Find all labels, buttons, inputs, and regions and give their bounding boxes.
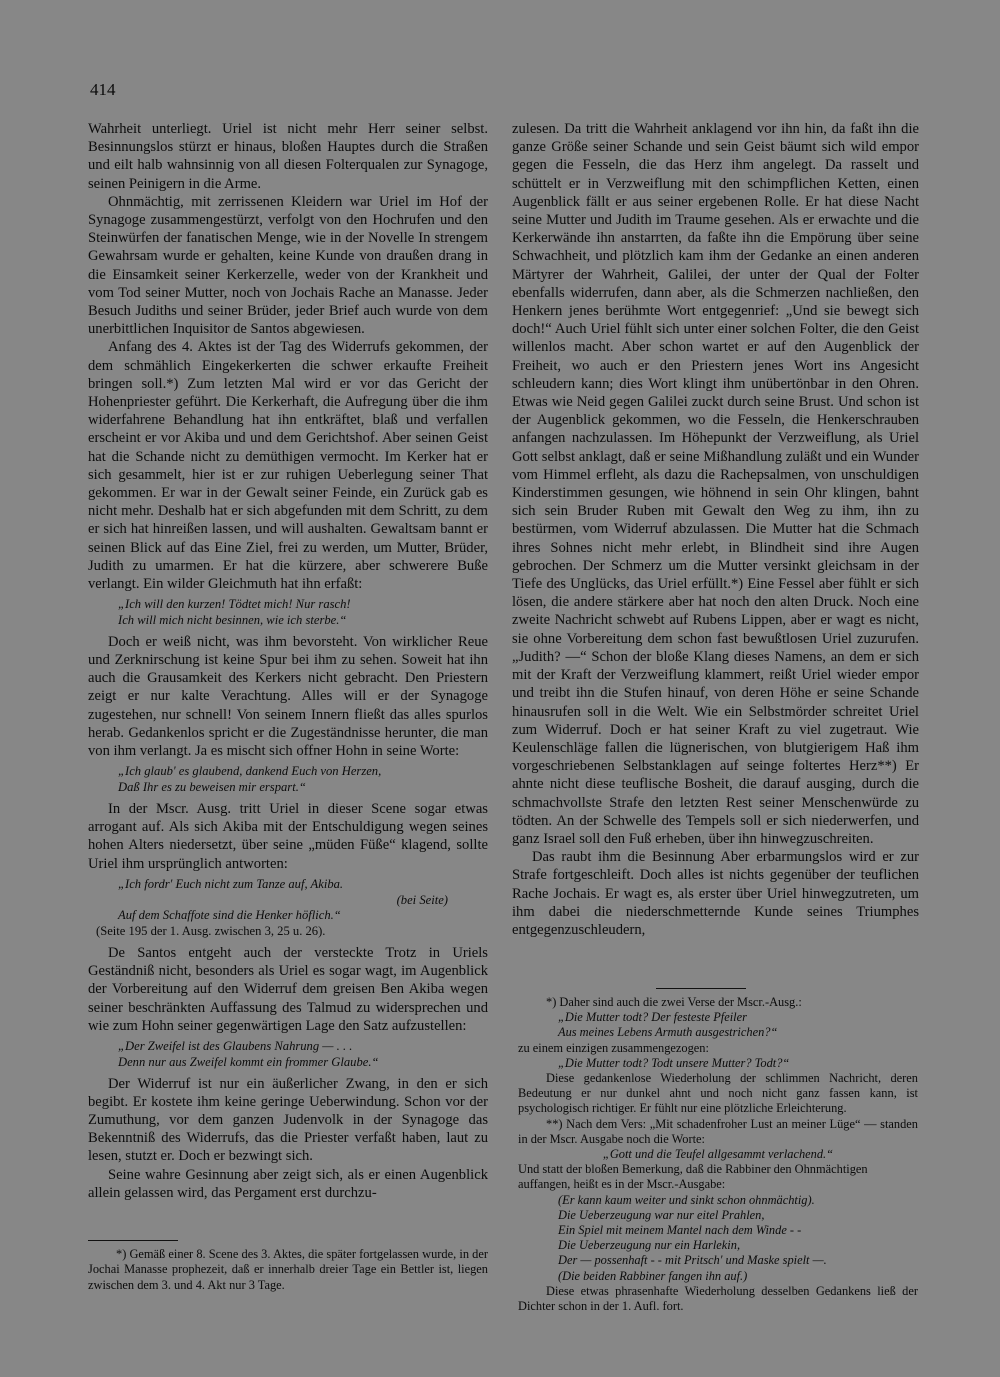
verse-line: „Der Zweifel ist des Glaubens Nahrung — . . . — [118, 1038, 353, 1053]
page-number: 414 — [90, 80, 116, 99]
verse-line: „Ich will den kurzen! Tödtet mich! Nur rasch! — [118, 597, 351, 612]
verse-line: „Ich fordr' Euch nicht zum Tanze auf, Akiba. — [118, 876, 344, 891]
verse-line: Ich will mich nicht besinnen, wie ich sterbe.“ — [118, 613, 347, 628]
footnote-quote: „Gott und die Teufel allgesammt verlachend.“ — [602, 1147, 834, 1162]
footnote-quote: Ein Spiel mit meinem Mantel nach dem Winde - - — [558, 1223, 802, 1238]
footnote-text: *) Daher sind auch die zwei Verse der Mscr.-Ausg.: — [546, 995, 802, 1009]
paragraph: zulesen. Da tritt die Wahrheit anklagend vor ihn hin, da faßt ihn die ganze Größe seiner Schande und sein Geist bäumt sich wild empor gegen die Fesseln, die das Herz ihm angelegt. Da rasselt und schüttelt er in Verzweiflung mit den schimpflichen Ketten, einen Augenblick fällt er aus seiner ergebenen Rolle. Er hat diese Nacht seine Mutter und Judith im Traume gesehen. Als er erwachte und die Kerkerwände ihn anstarrten, da faßte ihn die Empörung über seine Schwachheit, und plötzlich kam ihm der Gedanke an einen anderen Märtyrer der Wahrheit, Galilei, der unter der Qual der Folter ebenfalls widerrufen, dann aber, als die Schmerzen nachließen, den Henkern jenes berühmte Wort entgegenrief: „Und sie bewegt sich doch!“ Auch Uriel fühlt sich unter einer solchen Folter, die den Geist willenlos macht. Aber schon wartet er auf den Augenblick der Freiheit, wo auch er den Priestern jenes Wort ins Angesicht schleudern kann; dies Wort klingt ihm unübertönbar in den Ohren. Etwas wie Neid gegen Galilei zuckt durch seine Brust. Und schon ist der Augenblick gekommen, wo die Fesseln, die Henkerschrauben anfangen nachzulassen. Im Höhepunkt der Verzweiflung, als Uriel Gott selbst anklagt, daß er seine Mißhandlung zuläßt und ein Wunder vom Himmel erfleht, als dazu die Rachepsalmen, von unschuldigen Kinderstimmen gesungen, wie höhnend in sein Ohr klingen, bahnt sich sein Bruder Ruben mit Gewalt den Weg zu ihm, ihn zu bestürmen, vom Widerruf abzulassen. Die Mutter hat die Schmach ihres Sohnes nicht mehr erlebt, in Blindheit sind ihre Augen gebrochen. Der Schmerz um die Mutter versinkt gleichsam in der Tiefe des Unglücks, das Uriel erfüllt.*) Eine Fessel aber fühlt er sich lösen, die andere stärkere aber hat noch den alten Druck. Noch eine zweite Nachricht schwebt auf Rubens Lippen, aber er wagt es nicht, sie ohne Vorbereitung dem schon fast bewußtlosen Uriel zuzurufen. „Judith? —“ Schon der bloße Klang dieses Namens, an dem er sich mit der Kraft der Verzweiflung klammert, reißt Uriel wieder empor und treibt ihn die Stufen hinauf, von deren Höhe er seine Schande hinausrufen soll in die Welt. Wie ein Selbstmörder schreitet Uriel zum Widerruf. Doch er hat seiner Kraft zu viel zugetraut. Wie Keulenschläge fallen die lügnerischen, von blutgierigem Haß ihm vorgeschriebenen Selbstanklagen auf seinge foltertes Herz**) Er ahnte nicht diese teuflische Bosheit, die darauf ausging, durch die schmachvollste Strafe den letzten Rest seiner Menschenwürde zu tödten. An der Schwelle des Tempels soll er sich niederwerfen, und ganz Israel soll den Fuß erheben, über ihn hinwegzuschreiten. — [512, 121, 919, 847]
footnote-text: **) Nach dem Vers: „Mit schadenfroher Lust an meiner Lüge“ — standen in der Mscr. Ausgabe noch die Worte: — [518, 1116, 918, 1146]
right-footnotes — [518, 988, 918, 1314]
footnote-quote: (Er kann kaum weiter und sinkt schon ohnmächtig). — [558, 1192, 815, 1207]
verse-quote — [96, 876, 488, 940]
footnote-quote: Die Ueberzeugung war nur eitel Prahlen, — [558, 1207, 765, 1222]
paragraph: Ohnmächtig, mit zerrissenen Kleidern war Uriel im Hof der Synagoge zusammengestürzt, verfolgt von den Hochrufen und den Steinwürfen der fanatischen Menge, wie in der Novelle In strengem Gewahrsam wurde er gehalten, keine Kunde von draußen drang in die Einsamkeit seiner Kerkerzelle, weder von der Krankheit und vom Tod seiner Mutter, noch von Jochais Rache an Manasse. Jeder Besuch Judiths und seiner Brüder, jeder Brief auch wurde von dem unerbittlichen Inquisitor de Santos abgewiesen. — [88, 193, 488, 338]
verse-quote — [118, 597, 488, 629]
footnote-text: Diese gedankenlose Wiederholung der schlimmen Nachricht, deren Bedeutung er nur dunkel ahnt und noch nicht ganz fassen kann, ist psychologisch richtiger. Er fühlt nur eine plötzliche Erleichterung. — [518, 1071, 918, 1116]
paragraph: De Santos entgeht auch der versteckte Trotz in Uriels Geständniß nicht, besonders als Uriel es sogar wagt, im Augenblick der Vorbereitung auf den Widerruf dem greisen Ben Akiba wegen seiner beschränkten Auffassung des Talmud zu widersprechen und wie zum Hohn seiner gegenwärtigen Lage den Satz aufzustellen: — [88, 944, 488, 1034]
left-footnote — [88, 1240, 488, 1293]
footnote-text: *) Gemäß einer 8. Scene des 3. Aktes, die später fortgelassen wurde, in der Jochai Manasse prophezeit, daß er innerhalb dreier Tage ein Bettler ist, liegen zwischen dem 3. und 4. Akt nur 3 Tage. — [88, 1247, 488, 1292]
verse-line: „Ich glaub' es glaubend, dankend Euch von Herzen, — [118, 764, 382, 779]
footnote-text: Diese etwas phrasenhafte Wiederholung desselben Gedankens ließ der Dichter schon in der 1. Aufl. fort. — [518, 1283, 918, 1314]
footnote-quote: Die Ueberzeugung nur ein Harlekin, — [558, 1238, 741, 1253]
paragraph: Der Widerruf ist nur ein äußerlicher Zwang, in den er sich begibt. Er kostete ihm keine geringe Ueberwindung. Schon vor der Zumuthung, vor dem ganzen Judenvolk in der Synagoge das Bekenntniß des Widerrufs, das die Priester verfaßt haben, laut zu lesen, stutzt er. Doch er bezwingt sich. — [88, 1075, 488, 1165]
footnote-text: Und statt der bloßen Bemerkung, daß die Rabbiner den Ohnmächtigen auffangen, heißt es in der Mscr.-Ausgabe: — [518, 1162, 868, 1192]
verse-quote — [118, 764, 488, 796]
footnote-quote: Der — possenhaft - - mit Pritsch' und Maske spielt —. — [558, 1253, 827, 1268]
footnote-quote: Aus meines Lebens Armuth ausgestrichen?“ — [558, 1025, 778, 1040]
verse-line: Daß Ihr es zu beweisen mir erspart.“ — [118, 780, 306, 795]
citation: (Seite 195 der 1. Ausg. zwischen 3, 25 u. 26). — [96, 924, 326, 939]
paragraph: Doch er weiß nicht, was ihm bevorsteht. Von wirklicher Reue und Zerknirschung ist keine Spur bei ihm zu sehen. Soweit hat ihn auch die Grausamkeit des Kerkers nicht gebracht. Den Priestern zeigt er nur kalte Verachtung. Alles will er der Synagoge zugestehen, nur schnell! Von seinem Innern fließt das alles spurlos herab. Gedankenlos spricht er die Zugeständnisse herunter, die man von ihm verlangt. Ja es mischt sich offner Hohn in seine Worte: — [88, 633, 488, 760]
footnote-quote: „Die Mutter todt? Der festeste Pfeiler — [558, 1010, 747, 1025]
footnote-rule — [88, 1240, 178, 1241]
stage-direction: (bei Seite) — [396, 892, 448, 907]
paragraph: Anfang des 4. Aktes ist der Tag des Widerrufs gekommen, der dem schmählich Eingekerkerten die schwer erkaufte Freiheit bringen soll.*) Zum letzten Mal wird er vor das Gericht der Hohenpriester geführt. Die Kerkerhaft, die Aufregung über die ihm widerfahrene Behandlung hat ihn entkräftet, blaß und verfallen erscheint er vor Akiba und und dem Gerichtshof. Aber seinen Geist hat die Schande nicht zu demüthigen vermocht. Im Kerker hat er sich gesammelt, hier ist er zur ruhigen Ueberlegung seiner That gekommen. Er war in der Gewalt seiner Feinde, ein Zurück gab es nicht mehr. Deshalb hat er sich abgefunden mit dem Schritt, zu dem er sich hat hinreißen lassen, und will aushalten. Gewaltsam bannt er seinen Blick auf das Eine Ziel, frei zu werden, um Mutter, Brüder, Judith zu umarmen. Er hat die kürzere, aber schwerere Buße verlangt. Ein wilder Gleichmuth hat ihn erfaßt: — [88, 339, 488, 593]
footnote-quote: (Die beiden Rabbiner fangen ihn auf.) — [558, 1268, 748, 1283]
footnote-text: zu einem einzigen zusammengezogen: — [518, 1040, 709, 1055]
paragraph: Wahrheit unterliegt. Uriel ist nicht mehr Herr seiner selbst. Besinnungslos stürzt er hinaus, bloßen Hauptes durch die Straßen und eilt halb wahnsinnig von all diesen Folterqualen zur Synagoge, seinen Peinigern in die Arme. — [88, 121, 488, 192]
verse-line: Auf dem Schaffote sind die Henker höflich.“ — [118, 908, 341, 923]
right-column — [512, 120, 919, 939]
paragraph: Seine wahre Gesinnung aber zeigt sich, als er einen Augenblick allein gelassen wird, das Pergament erst durchzu- — [88, 1166, 488, 1201]
paragraph: Das raubt ihm die Besinnung Aber erbarmungslos wird er zur Strafe fortgeschleift. Doch alles ist nichts gegenüber der teuflichen Rache Jochais. Er wagt es, als erster über Uriel hinwegzutreten, um ihm dabei die niederschmetternde Kunde seines Triumphes entgegenzuschleudern, — [512, 849, 919, 938]
paragraph: In der Mscr. Ausg. tritt Uriel in dieser Scene sogar etwas arrogant auf. Als sich Akiba mit der Entschuldigung wegen seines hohen Alters niedersetzt, über seine „müden Füße“ klagend, sollte Uriel ihm ursprünglich antworten: — [88, 800, 488, 872]
footnote-rule — [656, 988, 746, 989]
verse-line: Denn nur aus Zweifel kommt ein frommer Glaube.“ — [118, 1054, 379, 1069]
left-column — [88, 120, 488, 1202]
verse-quote — [118, 1039, 488, 1071]
footnote-quote: „Die Mutter todt? Todt unsere Mutter? Todt?“ — [558, 1055, 790, 1070]
